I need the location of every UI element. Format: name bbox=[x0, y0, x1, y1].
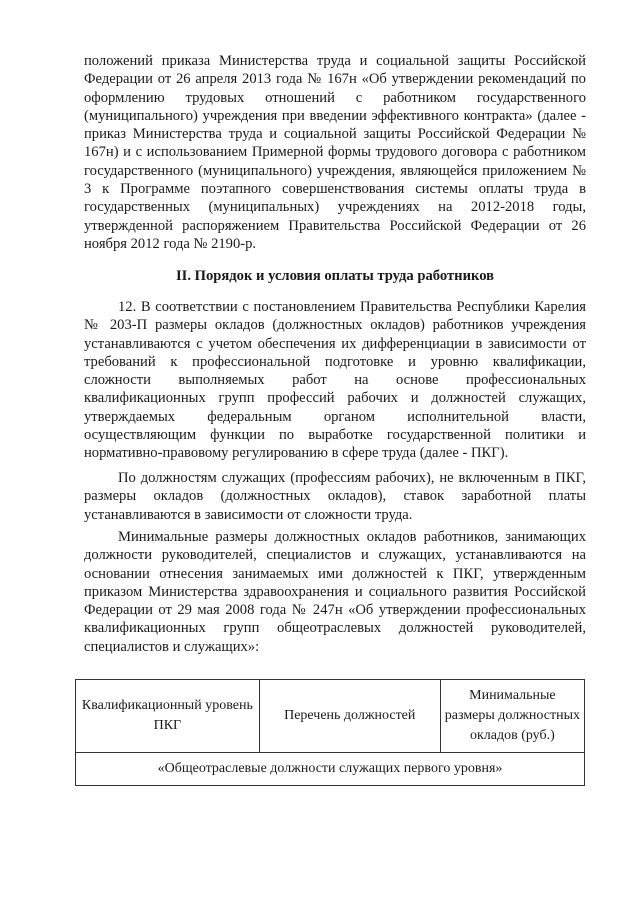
salary-table bbox=[75, 679, 585, 786]
paragraph-12: 12. В соответствии с постановлением Правительства Республики Карелия № 203-П размеры окладов (должностных окладов) работников учреждения устанавливаются с учетом обеспечения их дифференциации в зависимости от требований к профессиональной подготовке и уровню квалификации, сложности выполняемых работ на основе профессиональных квалификационных групп профессий рабочих и должностей служащих, утверждаемых федеральным органом исполнительной власти, осуществляющим функции по выработке государственной политики и нормативно-правовому регулированию в сфере труда (далее - ПКГ). bbox=[84, 299, 586, 462]
intro-line: системы оплаты труда в государственных (муниципальных) учреждениях на bbox=[84, 181, 587, 216]
intro-line: Федерации от 26 апреля 2013 года № 167н «Об утверждении рекомендаций bbox=[84, 71, 567, 88]
intro-paragraph bbox=[84, 52, 586, 253]
paragraph-minimal-block bbox=[84, 528, 586, 656]
intro-line: 2012-2018 годы, утвержденной распоряжением Правительства Российской bbox=[84, 199, 586, 234]
intro-line: по оформлению трудовых отношений с работником государственного bbox=[84, 71, 586, 106]
intro-line: (муниципального) учреждения при введении эффективного контракта» bbox=[84, 107, 533, 124]
paragraph-pkg-block bbox=[84, 469, 586, 524]
intro-line: договора с работником государственного (муниципального) учреждения, bbox=[84, 144, 586, 179]
header-minimal-salary: Минимальные размеры должностных окладов (руб.) bbox=[440, 680, 584, 753]
table-group-row: «Общеотраслевые должности служащих первого уровня» bbox=[76, 753, 585, 786]
intro-text bbox=[84, 52, 586, 253]
paragraph-12-block bbox=[84, 298, 586, 463]
header-positions-list: Перечень должностей bbox=[259, 680, 440, 753]
paragraph-pkg: По должностям служащих (профессиям рабочих), не включенным в ПКГ, размеры окладов (должностных окладов), ставок заработной платы устанавливаются в зависимости от сложности труда. bbox=[84, 470, 586, 523]
intro-line: Федерации № 167н) и с использованием Примерной формы трудового bbox=[84, 126, 587, 161]
intro-line: (далее - приказ Министерства труда и социальной защиты Российской bbox=[84, 107, 586, 143]
intro-line: являющейся приложением № 3 к Программе поэтапного совершенствования bbox=[84, 162, 586, 198]
paragraph-minimal-salaries: Минимальные размеры должностных окладов работников, занимающих должности руководителей, специалистов и служащих, устанавливаются на основании отнесения занимаемых ими должностей к ПКГ, утвержденным приказом Министерства здравоохранения и социального развития Российской Федерации от 29 мая 2008 года № 247н «Об утверждении профессиональных квалификационных групп общеотраслевых должностей руководителей, специалистов и служащих»: bbox=[84, 529, 586, 655]
intro-line: Федерации от 26 ноября 2012 года № 2190-р. bbox=[84, 217, 586, 252]
table-header-row bbox=[76, 680, 585, 753]
header-qualification-level: Квалификационный уровень ПКГ bbox=[76, 680, 260, 753]
intro-line: положений приказа Министерства труда и социальной защиты Российской bbox=[84, 53, 586, 69]
table-row bbox=[76, 753, 585, 786]
section-heading: II. Порядок и условия оплаты труда работников bbox=[175, 268, 495, 284]
